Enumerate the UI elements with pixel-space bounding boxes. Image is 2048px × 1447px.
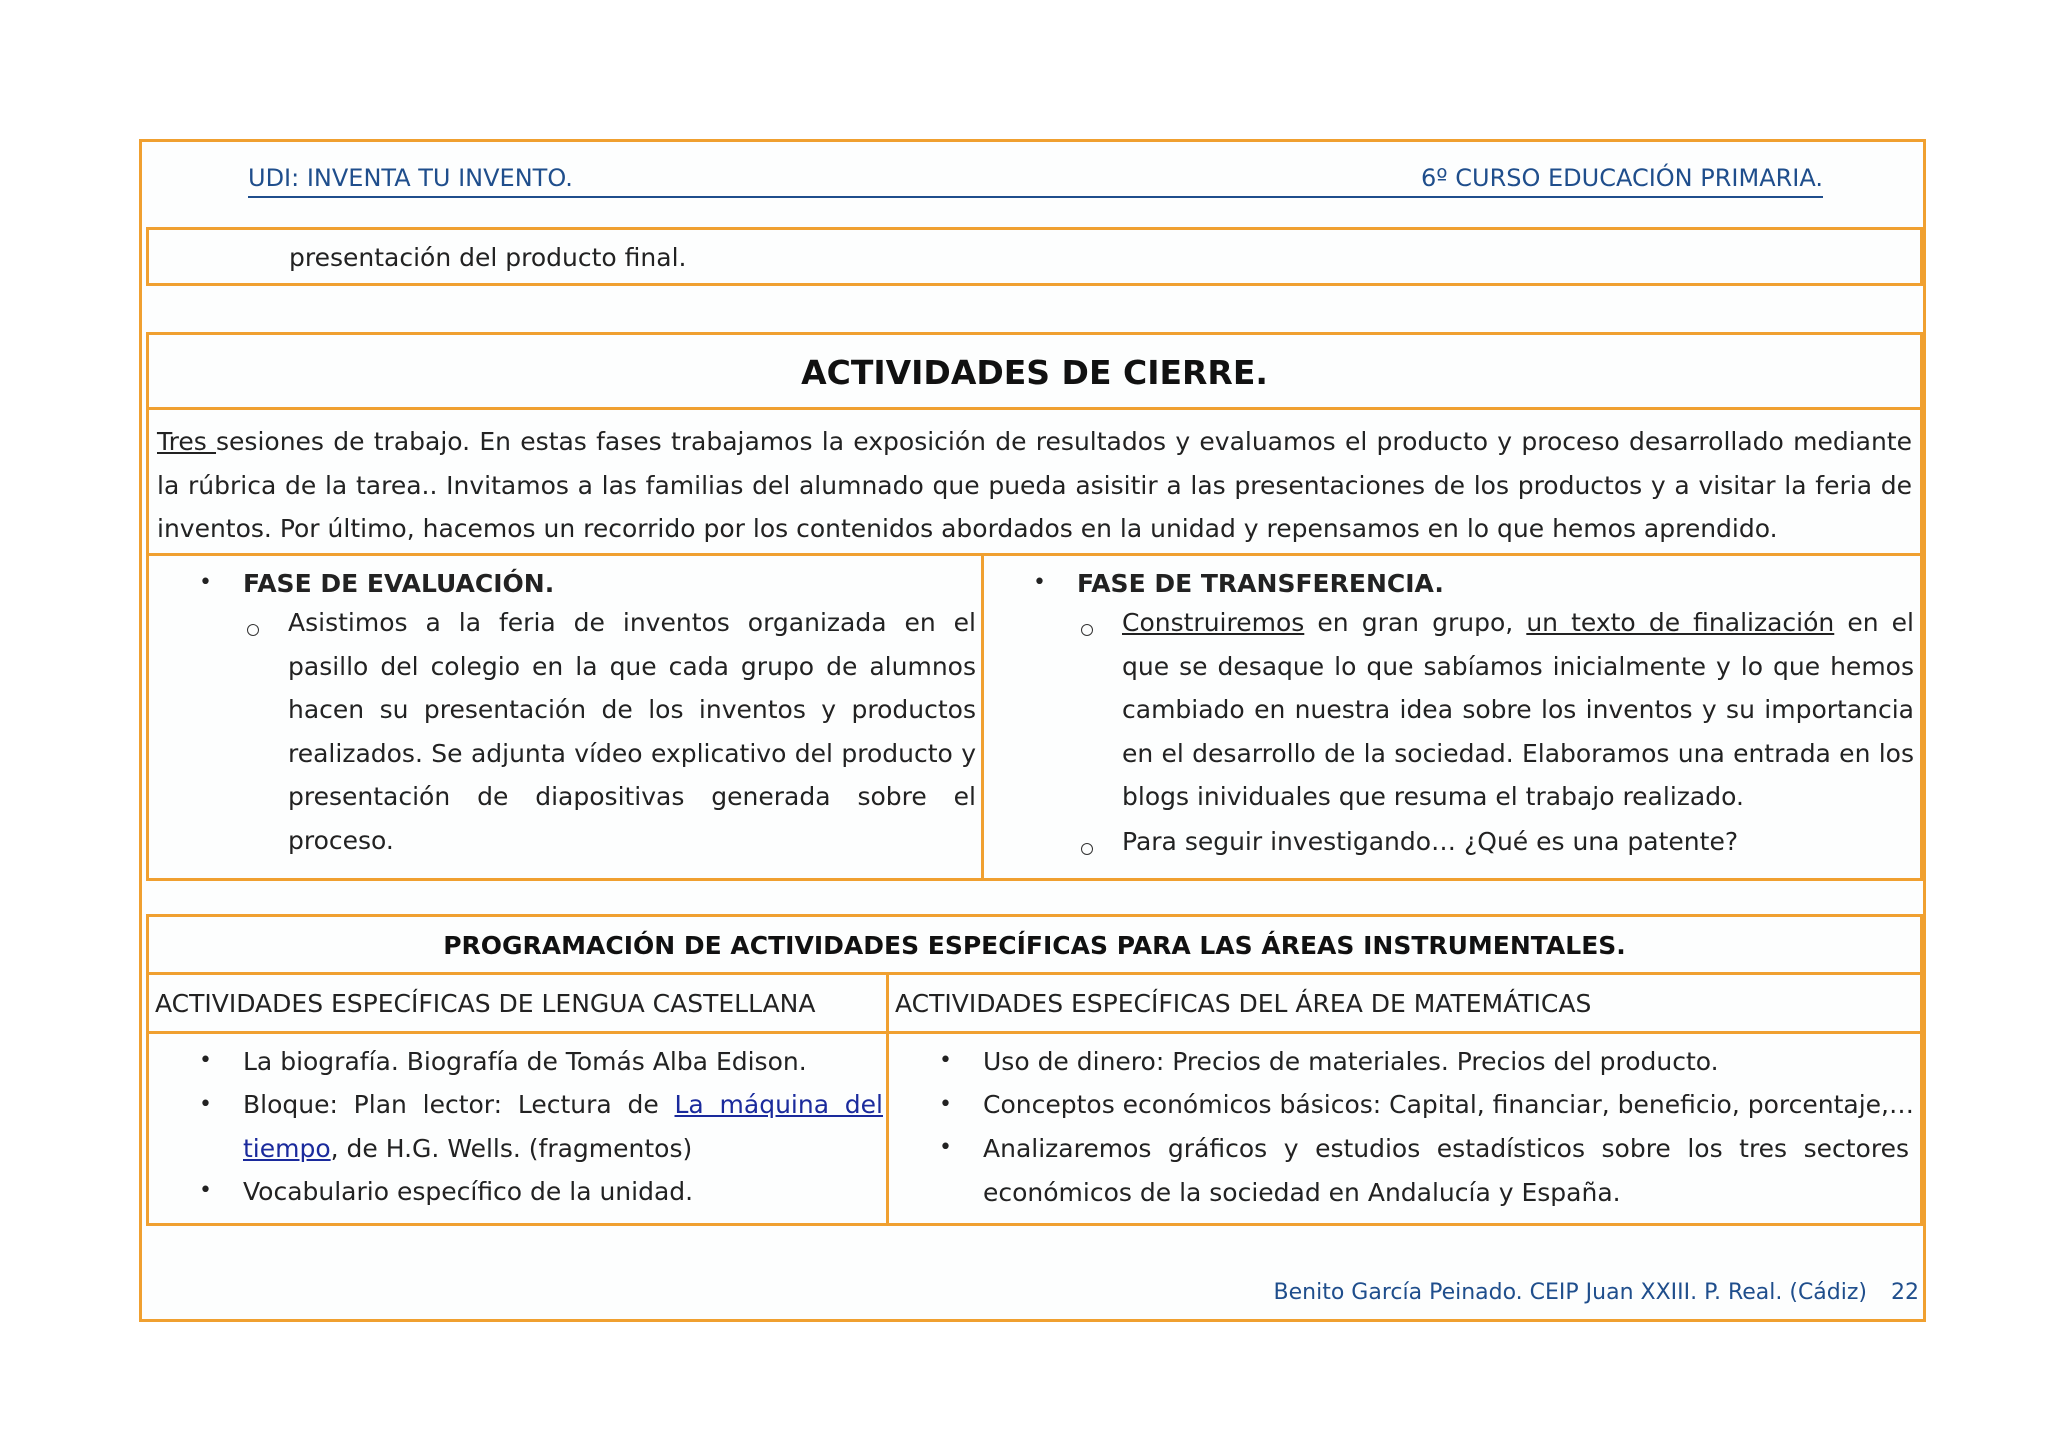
intro-underlined-word: Tres — [157, 427, 217, 456]
circle-bullet-icon — [1081, 843, 1093, 855]
programacion-header-row — [149, 975, 1920, 1034]
intro-text: sesiones de trabajo. En estas fases trabajamos la exposición de resultados y evaluamos el producto y proceso desarrollado mediante la rúbrica de la tarea.. Invitamos a las familias del alumnado que pueda asisitir a las presentaciones de los productos y a visitar la feria de inventos. Por último, hacemos un recorrido por los contenidos abordados en la unidad y repensamos en lo que hemos aprendido. — [157, 427, 1912, 543]
underlined-construiremos: Construiremos — [1122, 608, 1305, 637]
header-unit-title: UDI: INVENTA TU INVENTO. — [248, 164, 573, 192]
fase-evaluacion-text: Asistimos a la feria de inventos organizada en el pasillo del colegio en la que cada grupo de alumnos hacen su presentación de los inventos y productos realizados. Se adjunta vídeo explicativo del producto y presentación de diapositivas generada sobre el proceso. — [288, 608, 976, 855]
continuation-box — [146, 227, 1923, 286]
bullet-icon: • — [939, 1135, 952, 1160]
lengua-activities-cell — [149, 1034, 889, 1223]
bullet-icon: • — [199, 1048, 212, 1073]
item-text: , de H.G. Wells. (fragmentos) — [330, 1133, 693, 1163]
bullet-icon: • — [199, 570, 212, 595]
la-maquina-del-tiempo-link[interactable]: La máquina del tiempo — [243, 1090, 883, 1163]
cierre-section — [146, 332, 1923, 881]
header-course: 6º CURSO EDUCACIÓN PRIMARIA. — [1421, 164, 1823, 192]
lengua-item-3: Vocabulario específico de la unidad. — [243, 1177, 694, 1206]
fase-transferencia-title: FASE DE TRANSFERENCIA. — [1077, 569, 1444, 598]
bullet-icon: • — [939, 1092, 952, 1117]
underlined-texto-finalizacion: un texto de finalización — [1526, 608, 1835, 637]
mate-item-3: Analizaremos gráficos y estudios estadísticos sobre los tres sectores económicos de la sociedad en Andalucía y España. — [983, 1134, 1909, 1207]
cierre-title: ACTIVIDADES DE CIERRE. — [149, 335, 1920, 410]
bullet-icon: • — [199, 1178, 212, 1203]
bullet-icon: • — [939, 1048, 952, 1073]
fase-transferencia-cell — [984, 556, 1920, 878]
bullet-icon: • — [1033, 570, 1046, 595]
fase-evaluacion-cell — [149, 556, 984, 878]
footer-author: Benito García Peinado. CEIP Juan XXIII. P. Real. (Cádiz) — [1273, 1280, 1867, 1305]
matematicas-activities-cell — [889, 1034, 1920, 1223]
programacion-title: PROGRAMACIÓN DE ACTIVIDADES ESPECÍFICAS PARA LAS ÁREAS INSTRUMENTALES. — [149, 917, 1920, 975]
programacion-section — [146, 914, 1923, 1226]
header-matematicas: ACTIVIDADES ESPECÍFICAS DEL ÁREA DE MATEMÁTICAS — [895, 989, 1592, 1018]
item-text: en gran grupo, — [1304, 608, 1527, 637]
continuation-text: presentación del producto final. — [289, 243, 687, 272]
item-text: Bloque: Plan lector: Lectura de — [243, 1090, 675, 1119]
mate-item-2: Conceptos económicos básicos: Capital, financiar, beneficio, porcentaje,… — [983, 1090, 1914, 1119]
fase-transferencia-item-1 — [1122, 601, 1914, 819]
fase-transferencia-item-2: Para seguir investigando… ¿Qué es una patente? — [1122, 827, 1739, 856]
item-text: en el que se desaque lo que sabíamos inicialmente y lo que hemos cambiado en nuestra idea sobre los inventos y su importancia en el desarrollo de la sociedad. Elaboramos una entrada en los blogs inividuales que resuma el trabajo realizado. — [1122, 608, 1914, 811]
circle-bullet-icon — [1081, 624, 1093, 636]
page-footer — [1274, 1280, 1919, 1305]
lengua-item-1: La biografía. Biografía de Tomás Alba Edison. — [243, 1047, 807, 1076]
circle-bullet-icon — [247, 624, 259, 636]
page-header — [248, 156, 1823, 198]
bullet-icon: • — [199, 1092, 212, 1117]
header-lengua: ACTIVIDADES ESPECÍFICAS DE LENGUA CASTELLANA — [149, 975, 889, 1031]
page-number: 22 — [1891, 1280, 1919, 1305]
lengua-item-2 — [243, 1083, 883, 1170]
fase-evaluacion-title: FASE DE EVALUACIÓN. — [243, 569, 555, 598]
mate-item-1: Uso de dinero: Precios de materiales. Precios del producto. — [983, 1047, 1719, 1076]
page-frame — [139, 139, 1926, 1322]
cierre-intro — [149, 410, 1920, 556]
